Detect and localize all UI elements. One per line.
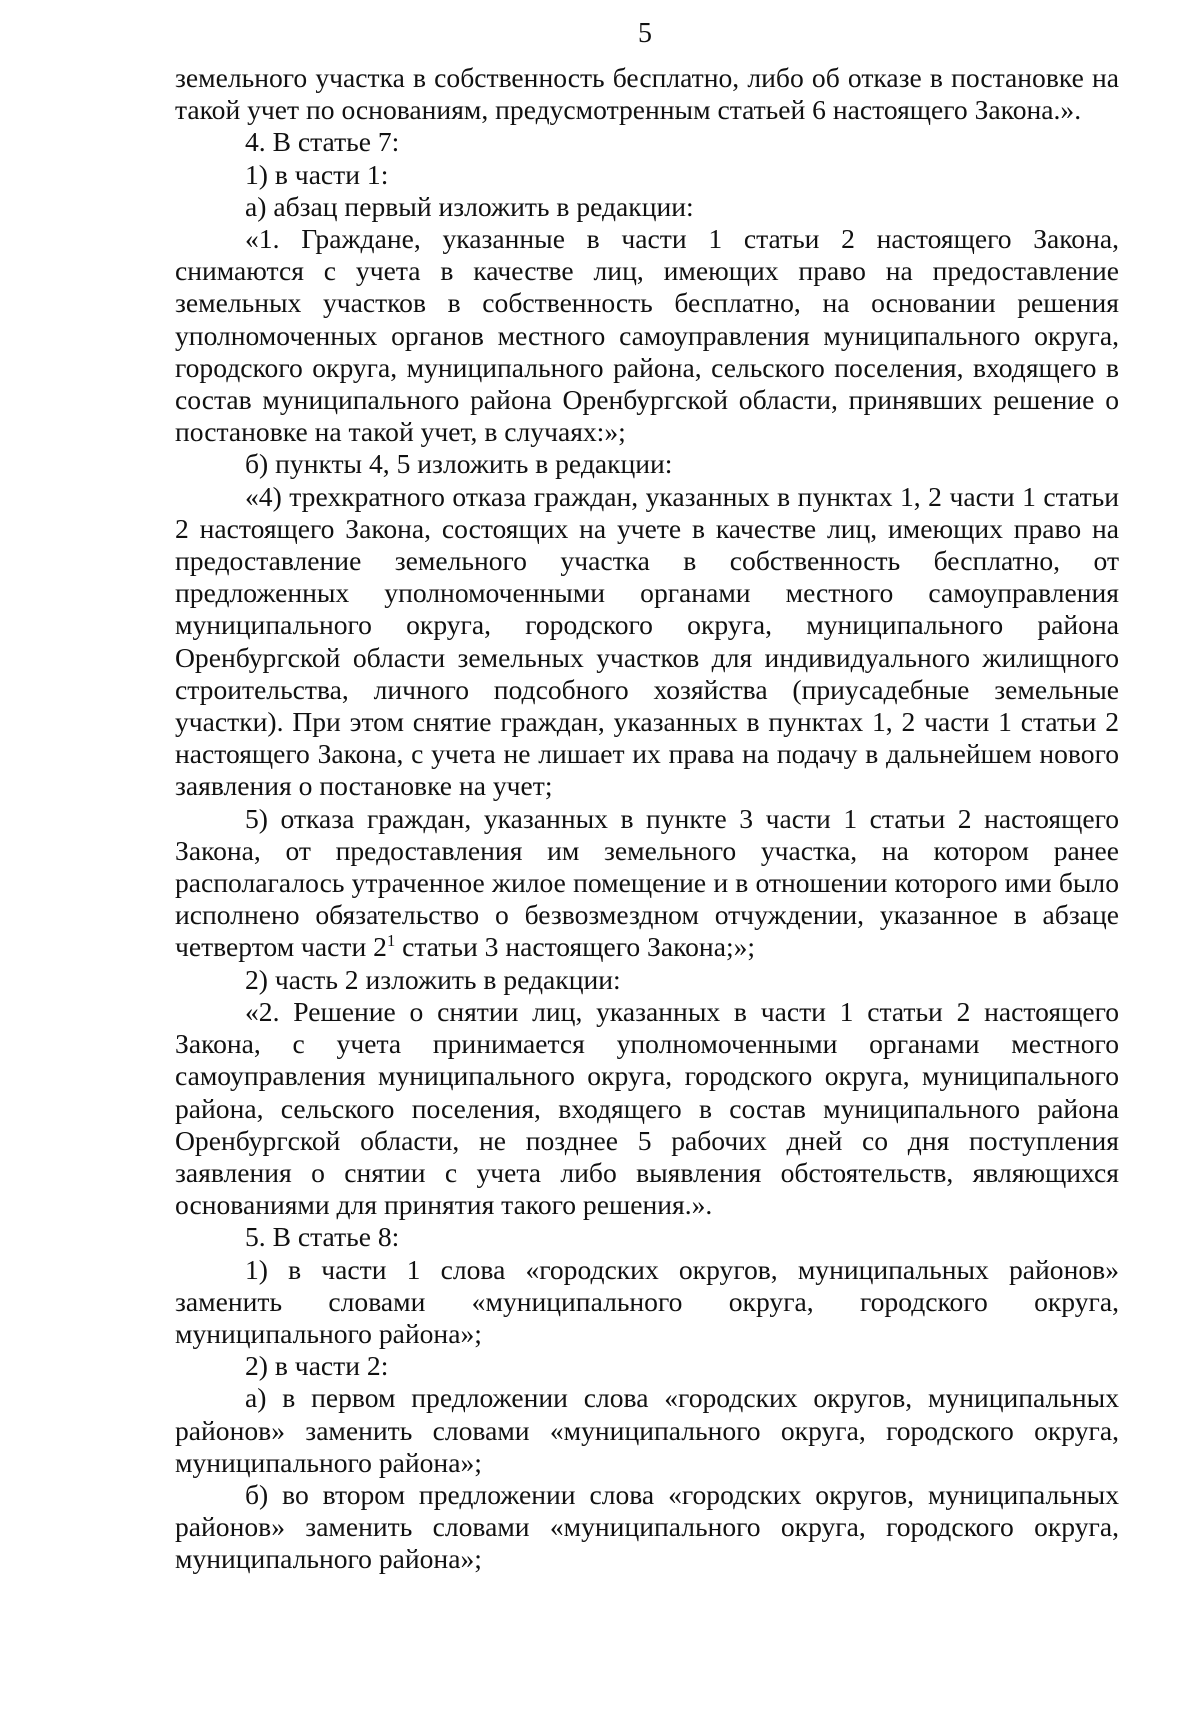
part-1-heading: 1) в части 1: (245, 158, 389, 190)
item-5-text: 5) отказа граждан, указанных в пункте 3 части 1 статьи 2 настоящего Закона, от предоставления им земельного участка, на котором ранее располагалось утраченное жилое помещение и в отношении которого ими было исполнено обязательство о безвозмездном отчуждении, указанное в абзаце четвертом части 2 (175, 802, 1119, 963)
paragraph-second-sentence: б) во втором предложении слова «городских округов, муниципальных районов» заменить словами «муниципального округа, городского округа, муниципального района»; (175, 1478, 1119, 1575)
section-heading-article-8: 5. В статье 8: (245, 1221, 400, 1253)
text-line: такой учет по основаниям, предусмотренным статьей 6 настоящего Закона.». (175, 94, 1082, 126)
text-line: земельного участка в собственность бесплатно, либо об отказе в постановке на (175, 62, 1119, 93)
document-body (175, 62, 1119, 1576)
paragraph-citizens-removed: «1. Граждане, указанные в части 1 статьи 2 настоящего Закона, снимаются с учета в качестве лиц, имеющих право на предоставление земельных участков в собственность бесплатно, на основании решения уполномоченных органов местного самоуправления муниципального округа, городского округа, муниципального района, сельского поселения, входящего в состав муниципального района Оренбургской области, принявших решение о постановке на такой учет, в случаях:»; (175, 223, 1119, 448)
subparagraph-a: а) абзац первый изложить в редакции: (245, 190, 694, 222)
section-heading-article-7: 4. В статье 7: (245, 126, 400, 158)
paragraph-first-sentence: а) в первом предложении слова «городских округов, муниципальных районов» заменить словами «муниципального округа, городского округа, муниципального района»; (175, 1382, 1119, 1478)
superscript: 1 (386, 931, 396, 951)
item-5-tail: статьи 3 настоящего Закона;»; (395, 931, 756, 963)
paragraph-part-1-words: 1) в части 1 слова «городских округов, муниципальных районов» заменить словами «муниципального округа, городского округа, муниципального района»; (175, 1253, 1119, 1349)
paragraph-item-5 (175, 803, 1119, 964)
page-number: 5 (638, 18, 652, 49)
part-2-heading: 2) часть 2 изложить в редакции: (245, 963, 621, 995)
paragraph-continuation (175, 62, 1119, 126)
paragraph-decision: «2. Решение о снятии лиц, указанных в части 1 статьи 2 настоящего Закона, с учета принимается уполномоченными органами местного самоуправления муниципального округа, городского округа, муниципального района, сельского поселения, входящего в состав муниципального района Оренбургской области, не позднее 5 рабочих дней со дня поступления заявления о снятии с учета либо выявления обстоятельств, являющихся основаниями для принятия такого решения.». (175, 995, 1119, 1221)
part-2-heading-article-8: 2) в части 2: (245, 1350, 389, 1382)
subparagraph-b: б) пункты 4, 5 изложить в редакции: (245, 448, 673, 480)
paragraph-item-4: «4) трехкратного отказа граждан, указанных в пунктах 1, 2 части 1 статьи 2 настоящего Закона, состоящих на учете в качестве лиц, имеющих право на предоставление земельного участка в собственность бесплатно, от предложенных уполномоченными органами местного самоуправления муниципального округа, городского округа, муниципального района Оренбургской области земельных участков для индивидуального жилищного строительства, личного подсобного хозяйства (приусадебные земельные участки). При этом снятие граждан, указанных в пунктах 1, 2 части 1 статьи 2 настоящего Закона, с учета не лишает их права на подачу в дальнейшем нового заявления о постановке на учет; (175, 480, 1119, 802)
